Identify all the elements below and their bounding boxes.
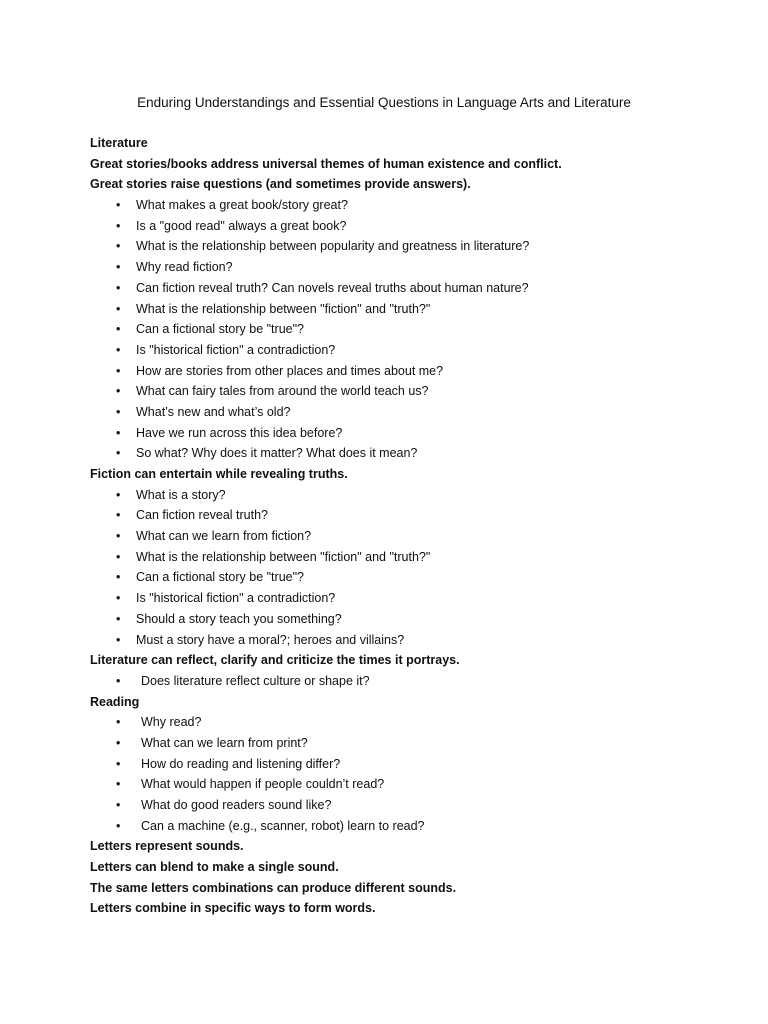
question-text: Is a "good read" always a great book? [136, 218, 347, 233]
question-text: Can a fictional story be "true"? [136, 322, 304, 337]
bullet-icon: • [116, 322, 121, 337]
bullet-icon: • [116, 798, 121, 812]
question-item [90, 712, 730, 733]
question-item [90, 588, 730, 609]
understanding-statement: Letters combine in specific ways to form words. [90, 901, 376, 916]
bullet-icon: • [116, 549, 121, 564]
question-item [90, 671, 730, 692]
bullet-icon: • [116, 508, 121, 523]
bullet-icon: • [116, 218, 121, 233]
document-title: Enduring Understandings and Essential Questions in Language Arts and Literature [137, 95, 631, 110]
question-item [90, 485, 730, 506]
question-list-literature [90, 195, 730, 464]
question-text: What is the relationship between "fiction" and "truth?" [136, 549, 431, 564]
question-item [90, 299, 730, 320]
question-item [90, 340, 730, 361]
bullet-icon: • [116, 487, 121, 502]
question-item [90, 795, 730, 816]
understanding-statement: The same letters combinations can produce different sounds. [90, 880, 457, 895]
question-text: What’s new and what’s old? [136, 404, 291, 419]
question-text: How do reading and listening differ? [141, 756, 341, 771]
bullet-icon: • [116, 632, 121, 647]
bullet-icon: • [116, 673, 121, 688]
bullet-icon: • [116, 591, 121, 606]
question-text: How are stories from other places and times about me? [136, 363, 444, 378]
question-text: So what? Why does it matter? What does it mean? [136, 446, 418, 461]
understanding-statement: Letters represent sounds. [90, 839, 244, 854]
section-heading-reading: Reading [90, 694, 140, 709]
question-item [90, 278, 730, 299]
bullet-icon: • [116, 301, 121, 316]
bullet-icon: • [116, 529, 121, 544]
question-item [90, 402, 730, 423]
question-item [90, 361, 730, 382]
question-text: Can fiction reveal truth? Can novels reveal truths about human nature? [136, 280, 529, 295]
question-text: What can fairy tales from around the world teach us? [136, 384, 429, 399]
question-item [90, 754, 730, 775]
question-item [90, 526, 730, 547]
bullet-icon: • [116, 239, 121, 254]
bullet-icon: • [116, 446, 121, 461]
question-item [90, 733, 730, 754]
question-item [90, 236, 730, 257]
question-text: What can we learn from fiction? [136, 529, 312, 544]
question-item [90, 195, 730, 216]
bullet-icon: • [116, 280, 121, 295]
bullet-icon: • [116, 198, 121, 213]
question-item [90, 609, 730, 630]
understanding-statement: Literature can reflect, clarify and criticize the times it portrays. [90, 653, 460, 668]
question-text: What is the relationship between "fiction" and "truth?" [136, 301, 431, 316]
bullet-icon: • [116, 777, 121, 792]
question-text: Why read? [141, 715, 202, 730]
question-item [90, 547, 730, 568]
question-item [90, 216, 730, 237]
question-text: Why read fiction? [136, 260, 233, 275]
question-text: Can fiction reveal truth? [136, 508, 269, 523]
bullet-icon: • [116, 384, 121, 399]
bullet-icon: • [116, 260, 121, 275]
question-text: Have we run across this idea before? [136, 425, 343, 440]
document-body [90, 133, 730, 919]
question-item [90, 319, 730, 340]
bullet-icon: • [116, 715, 121, 730]
bullet-icon: • [116, 363, 121, 378]
question-text: Must a story have a moral?; heroes and villains? [136, 632, 405, 647]
question-text: Can a machine (e.g., scanner, robot) learn to read? [141, 818, 425, 833]
question-text: What do good readers sound like? [141, 798, 332, 812]
bullet-icon: • [116, 404, 121, 419]
bullet-icon: • [116, 818, 121, 833]
section-heading-literature: Literature [90, 136, 148, 150]
understanding-statement: Great stories/books address universal themes of human existence and conflict. [90, 156, 562, 171]
understanding-statement: Great stories raise questions (and sometimes provide answers). [90, 177, 471, 192]
question-text: Is "historical fiction" a contradiction? [136, 342, 336, 357]
question-text: What is the relationship between popularity and greatness in literature? [136, 239, 530, 254]
question-item [90, 505, 730, 526]
bullet-icon: • [116, 756, 121, 771]
question-item [90, 774, 730, 795]
question-list-fiction [90, 485, 730, 651]
question-text: Can a fictional story be "true"? [136, 570, 304, 585]
bullet-icon: • [116, 611, 121, 626]
question-text: What can we learn from print? [141, 735, 308, 750]
bullet-icon: • [116, 425, 121, 440]
question-item [90, 381, 730, 402]
question-text: Does literature reflect culture or shape it? [141, 673, 370, 688]
question-item [90, 257, 730, 278]
question-text: What is a story? [136, 487, 226, 502]
question-text: Is "historical fiction" a contradiction? [136, 591, 336, 606]
understanding-statement: Fiction can entertain while revealing truths. [90, 467, 348, 481]
question-item [90, 423, 730, 444]
bullet-icon: • [116, 735, 121, 750]
question-text: What makes a great book/story great? [136, 198, 348, 213]
question-text: Should a story teach you something? [136, 611, 342, 626]
question-item [90, 630, 730, 651]
bullet-icon: • [116, 342, 121, 357]
question-item [90, 443, 730, 464]
understanding-statement: Letters can blend to make a single sound. [90, 860, 339, 875]
question-item [90, 816, 730, 837]
question-item [90, 567, 730, 588]
question-text: What would happen if people couldn’t read? [141, 777, 385, 792]
question-list-reading [90, 712, 730, 836]
question-list-reflect [90, 671, 730, 692]
bullet-icon: • [116, 570, 121, 585]
